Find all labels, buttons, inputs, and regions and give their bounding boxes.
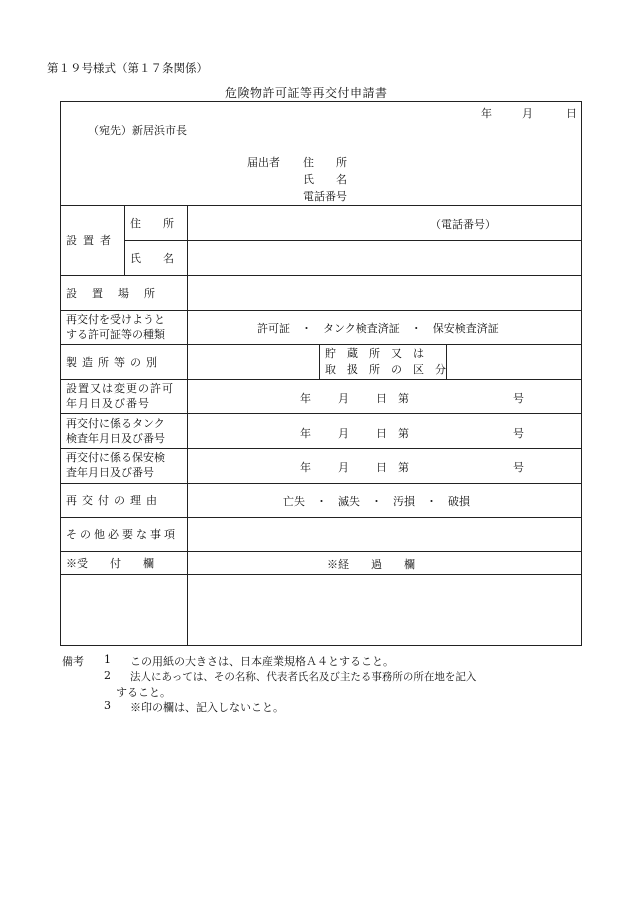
- receipt-label: ※受 付 欄: [66, 556, 154, 570]
- location-label: 設 置 場 所: [66, 286, 157, 300]
- note-3-num: 3: [104, 699, 111, 712]
- permit-types: 許可証 ・ タンク検査済証 ・ 保安検査済証: [257, 322, 499, 335]
- date-month: 月: [522, 107, 533, 120]
- note-3-text: ※印の欄は、記入しないこと。: [130, 701, 284, 714]
- facility-type-label: 製造所等の別: [66, 355, 162, 369]
- applicant-phone-label: 電話番号: [303, 190, 347, 203]
- date-year: 年: [481, 107, 492, 120]
- reasons: 亡失 ・ 滅失 ・ 汚損 ・ 破損: [283, 495, 470, 508]
- installer-phone-note: （電話番号）: [430, 218, 496, 231]
- addressee: （宛先）新居浜市長: [88, 124, 187, 137]
- applicant-address-label: 住 所: [303, 156, 347, 169]
- progress-label: ※経 過 欄: [327, 558, 415, 571]
- applicant-name-label: 氏 名: [303, 173, 347, 186]
- reason-label: 再交付の理由: [66, 494, 162, 507]
- safety-date-value: 年 月 日 第 号: [300, 461, 524, 474]
- install-date-label: 設置又は変更の許可 年月日及び番号: [66, 382, 174, 410]
- installer-label: 設置者: [66, 234, 117, 247]
- safety-date-label: 再交付に係る保安検 査年月日及び番号: [66, 451, 165, 479]
- note-1-text: この用紙の大きさは、日本産業規格Ａ４とすること。: [130, 655, 394, 668]
- permit-type-label: 再交付を受けようと する許可証等の種類: [66, 313, 165, 341]
- installer-address-label: 住 所: [130, 216, 174, 230]
- installer-name-label: 氏 名: [130, 251, 174, 265]
- note-2-text: 法人にあっては、その名称、代表者氏名及び主たる事務所の所在地を記入: [130, 671, 477, 683]
- note-2-num: 2: [104, 669, 111, 682]
- form-number: 第１９号様式（第１７条関係）: [47, 61, 208, 75]
- form-title: 危険物許可証等再交付申請書: [225, 86, 388, 100]
- install-date-value: 年 月 日 第 号: [300, 392, 524, 405]
- note-2-cont: すること。: [116, 686, 171, 699]
- storage-label: 貯 蔵 所 又 は 取 扱 所 の 区 分: [325, 347, 446, 376]
- applicant-label: 届出者: [247, 156, 280, 169]
- note-1-num: 1: [104, 653, 111, 666]
- notes-label: 備考: [62, 655, 84, 668]
- tank-date-label: 再交付に係るタンク 検査年月日及び番号: [66, 417, 165, 445]
- tank-date-value: 年 月 日 第 号: [300, 427, 524, 440]
- date-day: 日: [566, 107, 577, 120]
- other-label: その他必要な事項: [66, 528, 178, 541]
